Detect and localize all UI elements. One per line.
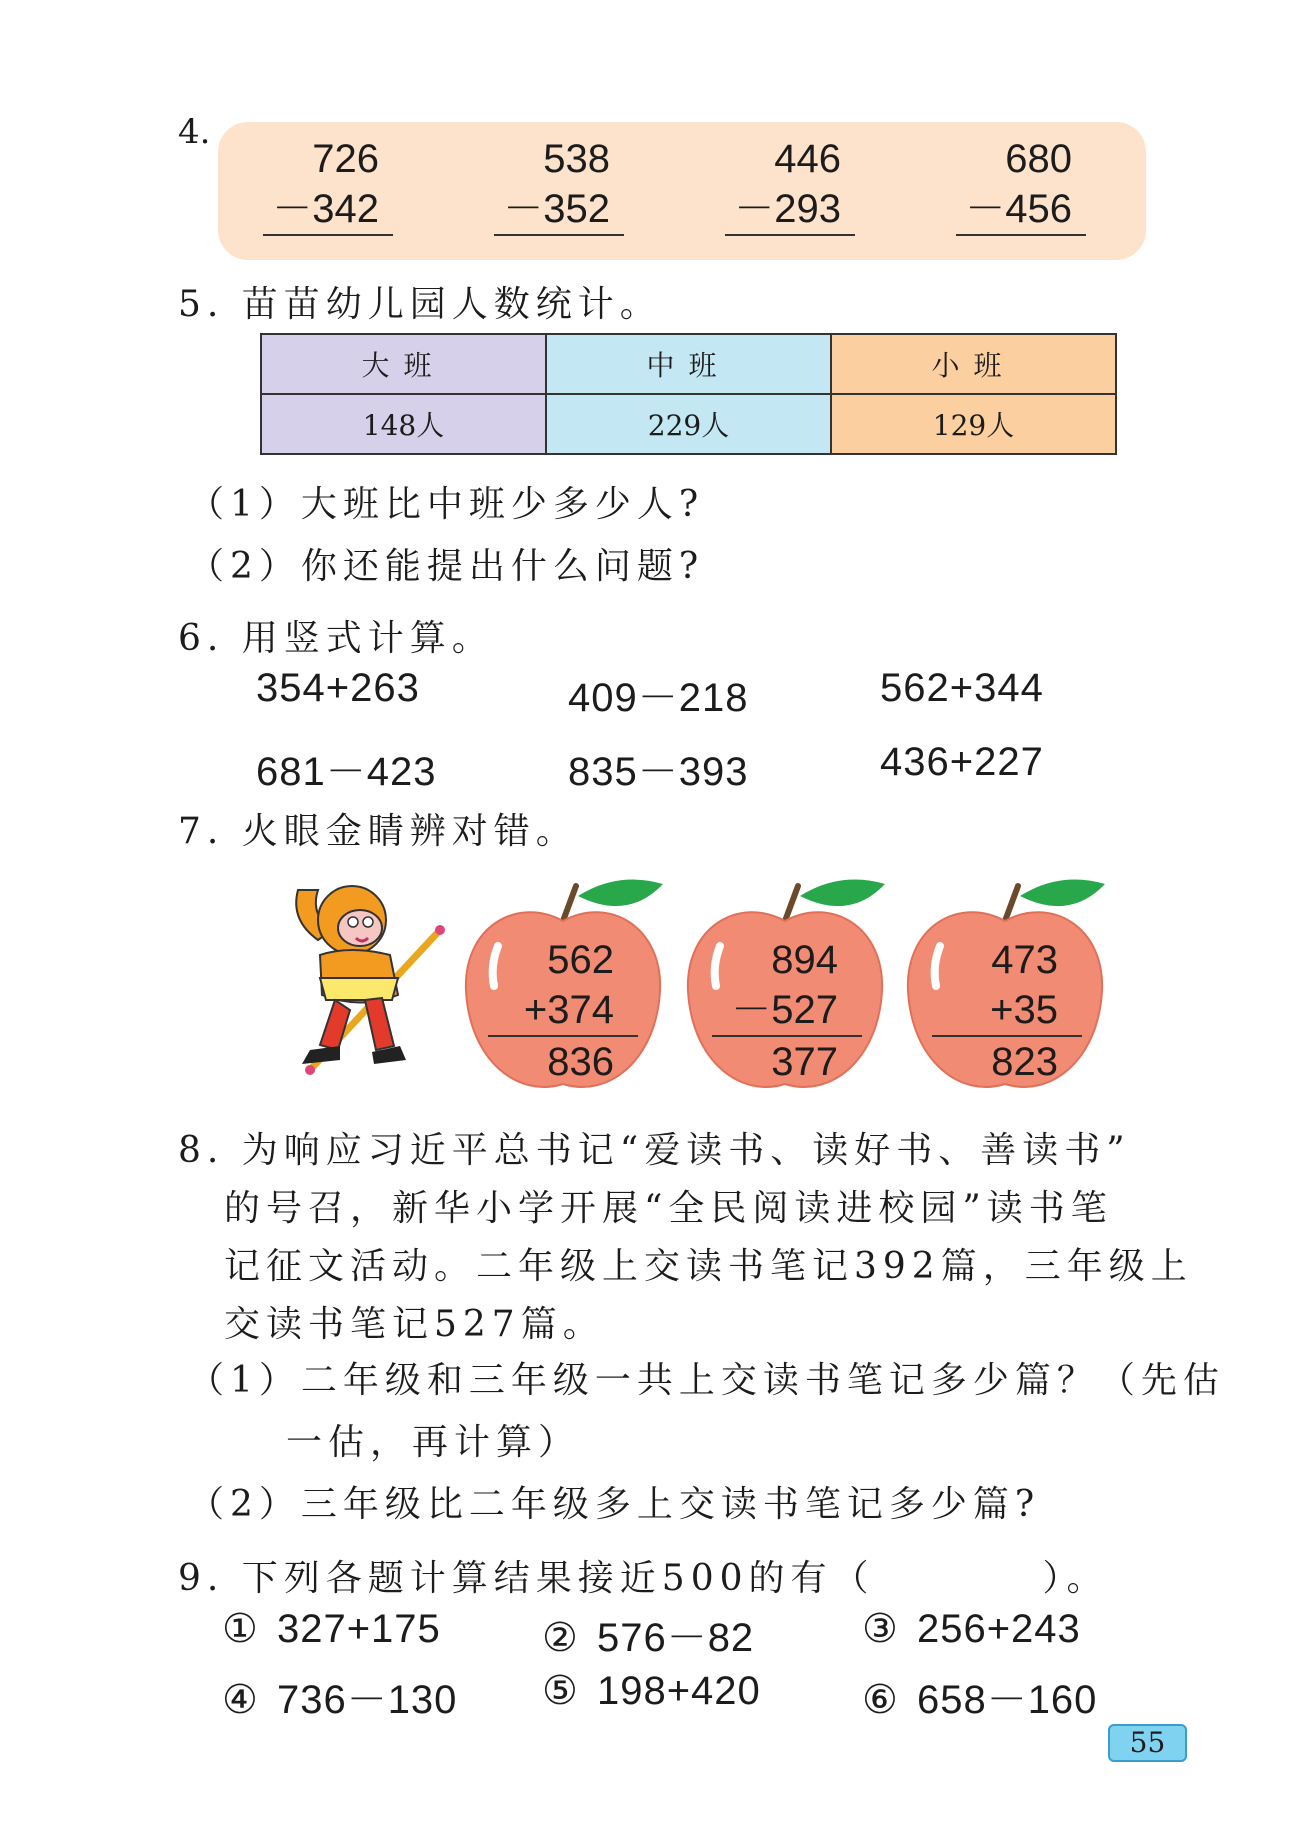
q9-option-5 (542, 1668, 761, 1714)
page-number: 55 (1108, 1724, 1187, 1762)
q9-option-1 (222, 1606, 441, 1652)
monkey-king-illustration (280, 860, 450, 1090)
q9-option-3-mark: ③ (862, 1606, 898, 1652)
q4-problem-4-bottom: －456 (956, 184, 1086, 236)
q4-problem-3-bottom: －293 (725, 184, 855, 236)
q4-number: 4. (178, 112, 211, 152)
apple-1-line1: 562 (547, 938, 614, 982)
apple-2-calc (712, 935, 862, 1087)
q9-option-6-expr: 658－160 (916, 1678, 1098, 1722)
q9-option-5-mark: ⑤ (542, 1668, 578, 1714)
q9-option-4-mark: ④ (222, 1677, 258, 1723)
apple-3-calc (932, 935, 1082, 1087)
q5-title: 5. 苗苗幼儿园人数统计。 (178, 284, 662, 325)
q5-value-big: 148人 (261, 394, 546, 454)
apple-1-line2: +374 (488, 985, 638, 1037)
q8-sub1b: 一估，再计算） (286, 1422, 581, 1463)
q9-option-5-expr: 198+420 (596, 1669, 761, 1713)
q4-problem-box (218, 122, 1146, 260)
apple-2-line1: 894 (771, 938, 838, 982)
q6-expr-1: 354+263 (256, 666, 420, 710)
q9-option-3-expr: 256+243 (916, 1607, 1081, 1651)
q6-expr-4: 681－423 (256, 750, 437, 794)
q9-option-3 (862, 1606, 1081, 1652)
q9-option-6-mark: ⑥ (862, 1677, 898, 1723)
q6-title: 6. 用竖式计算。 (178, 618, 494, 659)
q9-option-6 (862, 1668, 1097, 1725)
q6-expr-5: 835－393 (568, 750, 749, 794)
q5-header-mid: 中班 (546, 334, 831, 394)
q9-option-4 (222, 1668, 457, 1725)
apple-3-line2: +35 (932, 985, 1082, 1037)
q4-problem-1-bottom: －342 (263, 184, 393, 236)
q4-problem-3-top: 446 (774, 137, 841, 181)
apple-3-line3: 823 (991, 1040, 1058, 1084)
q4-problem-4 (956, 134, 1086, 236)
q6-expr-6: 436+227 (880, 740, 1044, 784)
q9-option-1-mark: ① (222, 1606, 258, 1652)
apple-2-line2: －527 (712, 985, 862, 1037)
q4-problem-2-top: 538 (543, 137, 610, 181)
apple-1-calc (488, 935, 638, 1087)
q8-sub1a: （1）二年级和三年级一共上交读书笔记多少篇？（先估 (188, 1360, 1225, 1401)
q6-expr-3: 562+344 (880, 666, 1044, 710)
q8-line3: 记征文活动。二年级上交读书笔记392篇，三年级上 (224, 1246, 1193, 1287)
q4-problem-1-top: 726 (312, 137, 379, 181)
q4-problem-1 (263, 134, 393, 236)
q4-problem-3 (725, 134, 855, 236)
q9-option-2-expr: 576－82 (596, 1616, 755, 1660)
q8-line2: 的号召，新华小学开展“全民阅读进校园”读书笔 (224, 1188, 1113, 1229)
q8-line1: 8. 为响应习近平总书记“爱读书、读好书、善读书” (178, 1130, 1131, 1171)
q9-option-2-mark: ② (542, 1615, 578, 1661)
q5-table (260, 333, 1117, 455)
q5-value-small: 129人 (831, 394, 1116, 454)
q9-option-2 (542, 1606, 754, 1663)
q9-option-1-expr: 327+175 (276, 1607, 441, 1651)
q7-title: 7. 火眼金睛辨对错。 (178, 811, 578, 852)
q9-title: 9. 下列各题计算结果接近500的有（ ）。 (178, 1558, 1109, 1599)
q4-problem-2-bottom: －352 (494, 184, 624, 236)
q8-line4: 交读书笔记527篇。 (224, 1304, 605, 1345)
apple-1-line3: 836 (547, 1040, 614, 1084)
q5-sub1: （1）大班比中班少多少人? (188, 484, 705, 525)
q5-header-small: 小班 (831, 334, 1116, 394)
q5-header-big: 大班 (261, 334, 546, 394)
apple-2-line3: 377 (771, 1040, 838, 1084)
apple-3-line1: 473 (991, 938, 1058, 982)
q9-option-4-expr: 736－130 (276, 1678, 458, 1722)
q4-problem-2 (494, 134, 624, 236)
q6-expr-2: 409－218 (568, 676, 749, 720)
q5-value-mid: 229人 (546, 394, 831, 454)
q8-sub2: （2）三年级比二年级多上交读书笔记多少篇? (188, 1484, 1041, 1525)
q4-problem-4-top: 680 (1005, 137, 1072, 181)
q5-sub2: （2）你还能提出什么问题? (188, 546, 705, 587)
